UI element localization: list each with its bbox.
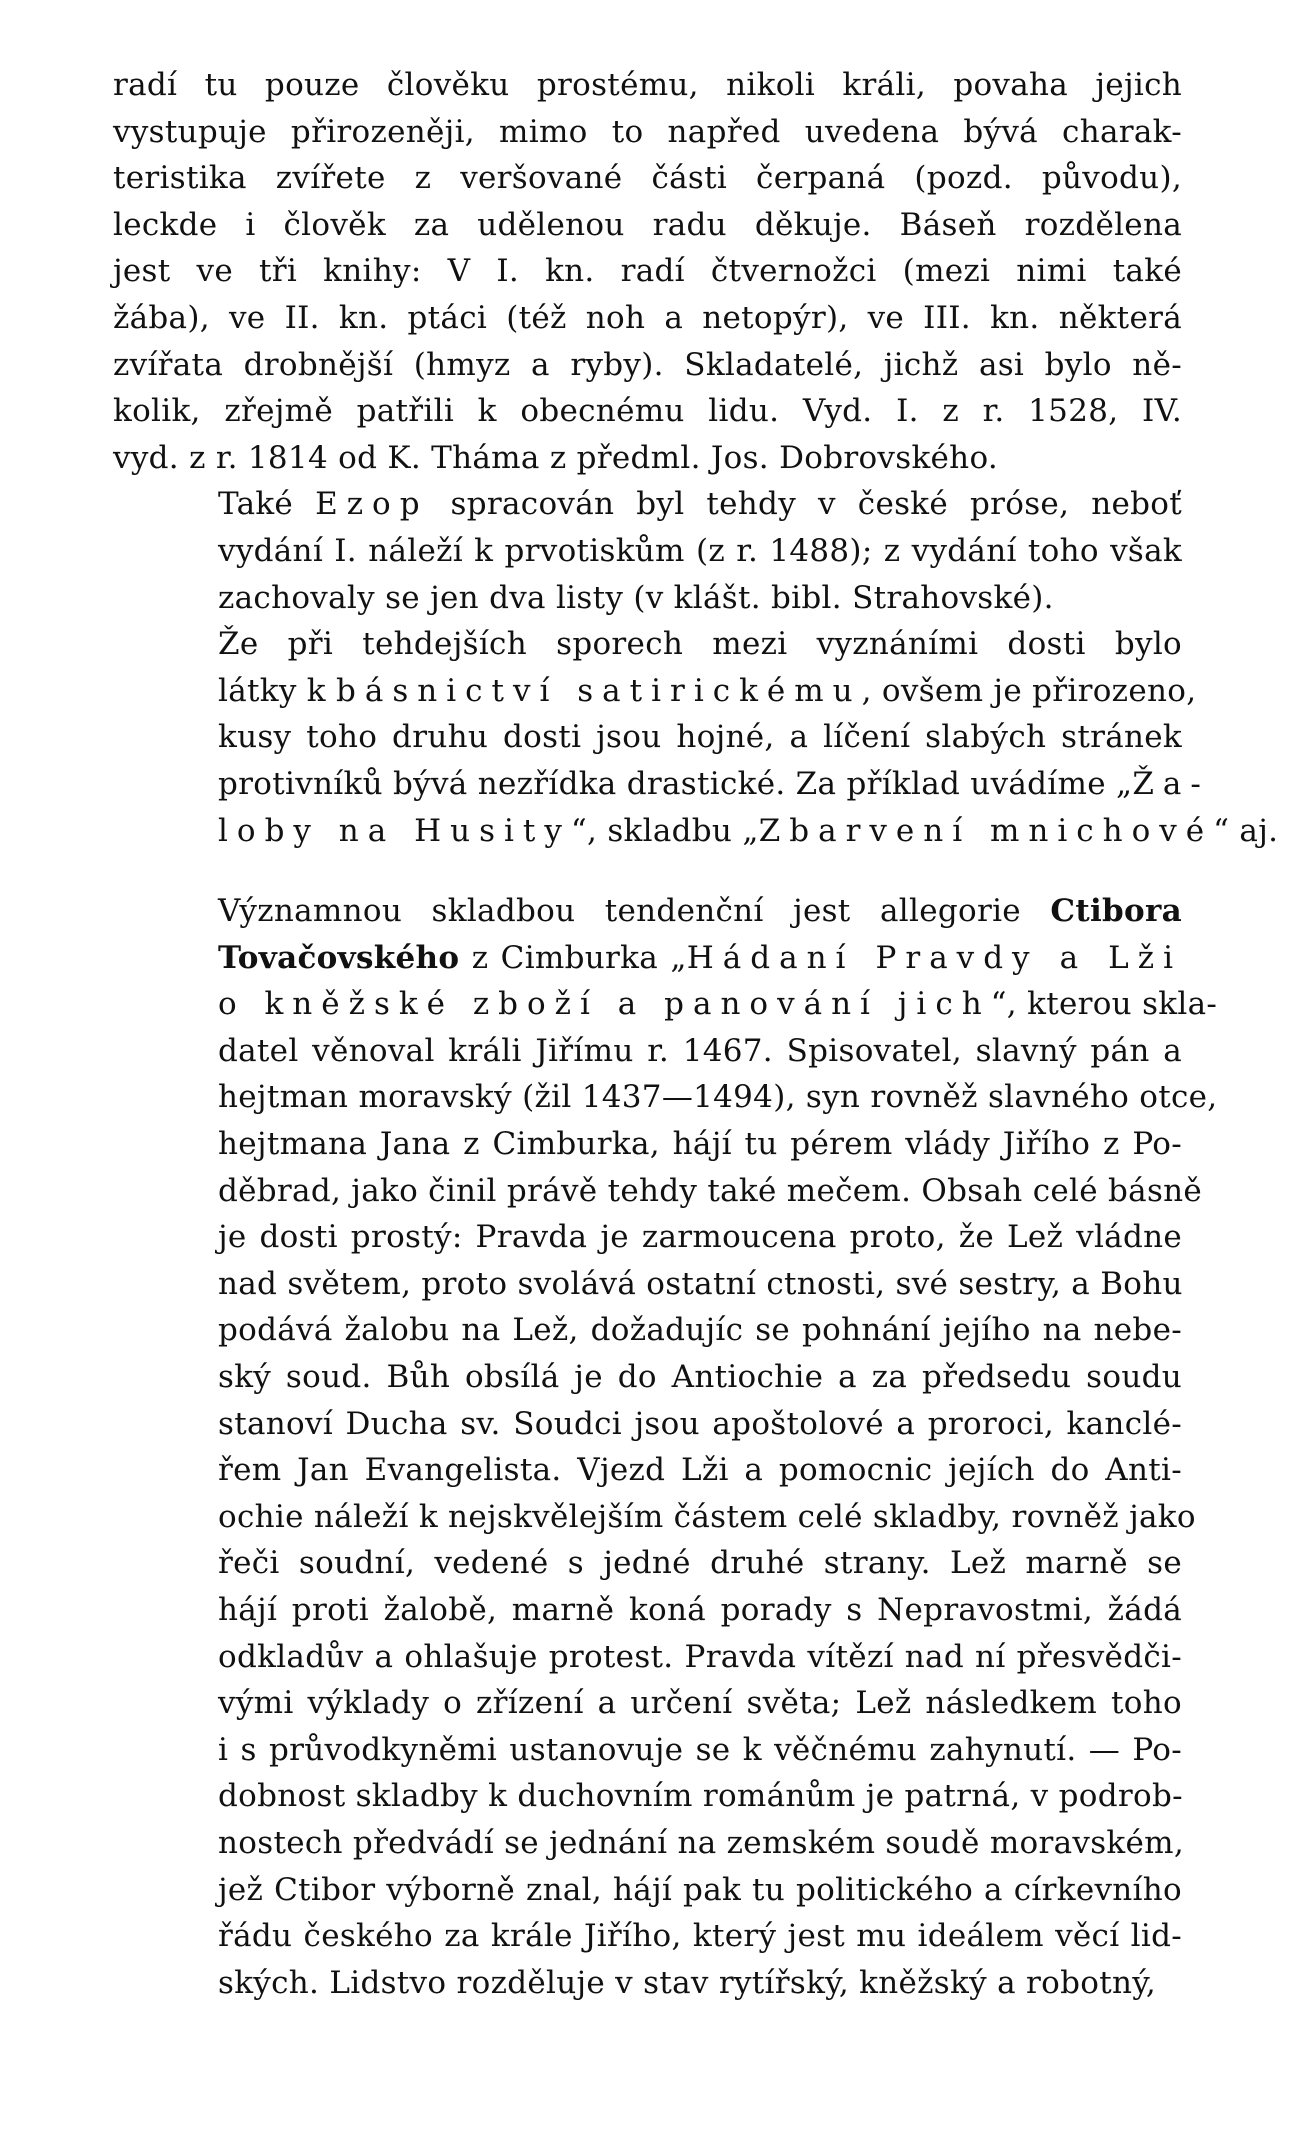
text-run: Že při tehdejších sporech mezi vyznáními dosti bylo: [218, 626, 1182, 663]
text-line: kolik, zřejmě patřili k obecnému lidu. Vyd. I. z r. 1528, IV.: [113, 393, 1182, 430]
text-run: hejtmana Jana z Cimburka, hájí tu pérem vlády Jiřího z Po-: [218, 1126, 1182, 1163]
text-line: žába), ve II. kn. ptáci (též noh a netopýr), ve III. kn. některá: [113, 299, 1182, 336]
text-line: [113, 528, 1182, 575]
spaced-title: básnictví satirickému: [336, 672, 862, 709]
text-line: [113, 668, 1197, 715]
text-line: jest ve tři knihy: V I. kn. radí čtvernožci (mezi nimi také: [113, 253, 1182, 290]
text-line: [113, 1307, 1182, 1354]
text-run: odkladův a ohlašuje protest. Pravda vítězí nad ní přesvědči-: [218, 1638, 1182, 1675]
text-line: [113, 1773, 1182, 1820]
text-line: [113, 761, 1210, 808]
text-line: radí tu pouze člověku prostému, nikoli králi, povaha jejich: [113, 67, 1182, 103]
text-run: vydání I. náleží k prvotiskům (z r. 1488); z vydání toho však: [218, 532, 1182, 569]
text-line: [113, 714, 1182, 761]
text-run: i s průvodkyněmi ustanovuje se k věčnému zahynutí. — Po-: [218, 1731, 1182, 1768]
text-run: “ aj.: [1213, 812, 1279, 849]
text-run: řem Jan Evangelista. Vjezd Lži a pomocnic jejích do Anti-: [218, 1452, 1182, 1489]
text-line: [113, 1913, 1182, 1960]
text-run: hájí proti žalobě, marně koná porady s Nepravostmi, žádá: [218, 1592, 1182, 1628]
text-line: vystupuje přirozeněji, mimo to napřed uvedena bývá charak-: [113, 113, 1182, 150]
text-run: ských. Lidstvo rozděluje v stav rytířský, kněžský a robotný,: [218, 1964, 1157, 2001]
text-line: [113, 1074, 1218, 1121]
text-line: [113, 808, 1279, 855]
author-name: Ctibora: [1050, 893, 1182, 930]
text-line: [113, 1261, 1182, 1308]
text-run: protivníků bývá nezřídka drastické. Za příklad uvádíme „: [218, 765, 1133, 802]
text-line: leckde i člověk za udělenou radu děkuje. Báseň rozdělena: [113, 206, 1182, 243]
text-run: “, kterou skla-: [990, 986, 1218, 1023]
text-run: “, skladbu „: [570, 812, 759, 849]
text-line: zvířata drobnější (hmyz a ryby). Skladatelé, jichž asi bylo ně-: [113, 346, 1182, 383]
text-line: [113, 981, 1218, 1028]
text-run: , ovšem je přirozeno,: [861, 672, 1197, 709]
text-run: vými výklady o zřízení a určení světa; Lež následkem toho: [218, 1685, 1182, 1722]
paragraph-fables: [113, 62, 1182, 481]
text-line: [113, 1494, 1196, 1541]
text-line: [113, 621, 1182, 668]
text-run: ský soud. Bůh obsílá je do Antiochie a za předsedu soudu: [218, 1359, 1182, 1396]
text-line: [113, 1214, 1182, 1261]
text-run: z Cimburka „: [459, 939, 687, 976]
spaced-title: loby na Husity: [218, 812, 571, 849]
text-run: spracován byl tehdy v české próse, neboť: [428, 486, 1182, 523]
spaced-title: Zbarvení mnichové: [758, 812, 1214, 849]
text-line: [113, 1727, 1182, 1774]
text-run: dobnost skladby k duchovním románům je patrná, v podrob-: [218, 1778, 1183, 1815]
spaced-title: o kněžské zboží a panování jich: [218, 986, 991, 1023]
text-run: Významnou skladbou tendenční jest allegorie: [218, 893, 1051, 930]
text-line: [113, 1634, 1182, 1681]
text-line: [113, 1587, 1182, 1634]
text-run: hejtman moravský (žil 1437—1494), syn rovněž slavného otce,: [218, 1079, 1218, 1116]
text-run: stanoví Ducha sv. Soudci jsou apoštolové a proroci, kanclé-: [218, 1405, 1182, 1442]
text-run: děbrad, jako činil právě tehdy také mečem. Obsah celé básně: [218, 1172, 1203, 1209]
spaced-title: Hádaní Pravdy a Lži: [686, 939, 1182, 976]
text-run: zachovaly se jen dva listy (v klášt. bibl. Strahovské).: [218, 579, 1054, 616]
text-run: datel věnoval králi Jiřímu r. 1467. Spisovatel, slavný pán a: [218, 1032, 1182, 1069]
text-run: řádu českého za krále Jiřího, který jest mu ideálem věcí lid-: [218, 1918, 1182, 1955]
text-line: teristika zvířete z veršované části čerpaná (pozd. původu),: [113, 160, 1182, 197]
text-run: nostech předvádí se jednání na zemském soudě moravském,: [218, 1824, 1184, 1861]
text-line: [113, 481, 1182, 528]
spaced-title: Ezop: [315, 486, 429, 523]
text-run: nad světem, proto svolává ostatní ctnosti, své sestry, a Bohu: [218, 1265, 1183, 1302]
text-line: [113, 1354, 1182, 1401]
author-name: Tovačovského: [218, 939, 460, 976]
text-line: [113, 1540, 1182, 1587]
text-line: vyd. z r. 1814 od K. Tháma z předml. Jos. Dobrovského.: [113, 439, 999, 476]
text-line: [113, 1121, 1182, 1168]
text-line: [113, 1820, 1182, 1867]
spaced-title: Ža-: [1132, 765, 1210, 802]
text-line: [113, 888, 1182, 935]
paragraph-satire: [113, 621, 1279, 854]
text-run: Také: [218, 486, 316, 523]
text-run: řeči soudní, vedené s jedné druhé strany. Lež marně se: [218, 1545, 1182, 1582]
text-run: látky k: [218, 672, 337, 709]
text-line: [113, 1401, 1182, 1448]
text-run: ochie náleží k nejskvělejším částem celé skladby, rovněž jako: [218, 1498, 1196, 1535]
paragraph-ezop: [113, 481, 1182, 621]
text-run: kusy toho druhu dosti jsou hojné, a líčení slabých stránek: [218, 719, 1182, 756]
text-line: [113, 575, 1182, 622]
text-run: jež Ctibor výborně znal, hájí pak tu politického a církevního: [218, 1871, 1182, 1908]
text-line: [113, 935, 1182, 982]
text-line: [113, 1960, 1182, 2007]
text-line: [113, 1028, 1182, 1075]
text-line: [113, 1867, 1182, 1914]
paragraph-ctibor: [113, 888, 1218, 2006]
text-line: [113, 1447, 1182, 1494]
text-line: [113, 1168, 1203, 1215]
text-run: je dosti prostý: Pravda je zarmoucena proto, že Lež vládne: [218, 1219, 1182, 1256]
text-line: [113, 1680, 1182, 1727]
text-run: podává žalobu na Lež, dožadujíc se pohnání jejího na nebe-: [218, 1312, 1182, 1349]
